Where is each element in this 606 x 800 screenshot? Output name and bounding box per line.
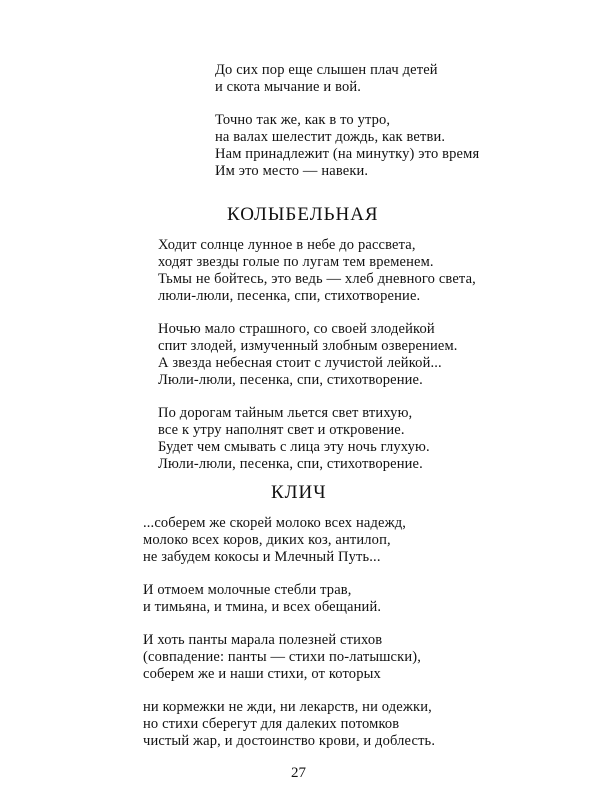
poem-line: на валах шелестит дождь, как ветви. bbox=[215, 129, 446, 145]
poem-line: Ночью мало страшного, со своей злодейкой bbox=[158, 321, 435, 337]
poem-line: ходят звезды голые по лугам тем временем. bbox=[158, 254, 434, 270]
poem-title-call: КЛИЧ bbox=[271, 482, 327, 503]
poem-line: не забудем кокосы и Млечный Путь... bbox=[143, 549, 381, 565]
poem-line: И отмоем молочные стебли трав, bbox=[143, 582, 352, 598]
poem-line: ни кормежки не жди, ни лекарств, ни одежки, bbox=[143, 699, 432, 715]
poem-line: (совпадение: панты — стихи по-латышски), bbox=[143, 649, 422, 665]
poem-title-lullaby: КОЛЫБЕЛЬНАЯ bbox=[227, 204, 379, 225]
poem-line: Будет чем смывать с лица эту ночь глухую. bbox=[158, 439, 430, 455]
poem-line: ...соберем же скорей молоко всех надежд, bbox=[143, 515, 407, 531]
poem-line: чистый жар, и достоинство крови, и доблесть. bbox=[143, 733, 436, 749]
poem-line: И хоть панты марала полезней стихов bbox=[143, 632, 383, 648]
poem-line: все к утру наполнят свет и откровение. bbox=[158, 422, 405, 438]
poem-line: Нам принадлежит (на минутку) это время bbox=[215, 146, 480, 162]
page-number: 27 bbox=[291, 765, 306, 781]
poem-line: А звезда небесная стоит с лучистой лейкой... bbox=[158, 355, 442, 371]
poem-line: Люли-люли, песенка, спи, стихотворение. bbox=[158, 372, 423, 388]
poem-line: Люли-люли, песенка, спи, стихотворение. bbox=[158, 456, 423, 472]
poem-line: Точно так же, как в то утро, bbox=[215, 112, 391, 128]
poem-line: и тимьяна, и тмина, и всех обещаний. bbox=[143, 599, 382, 615]
poem-line: Тьмы не бойтесь, это ведь — хлеб дневного света, bbox=[158, 271, 476, 287]
poem-line: спит злодей, измученный злобным озверением. bbox=[158, 338, 458, 354]
poem-line: До сих пор еще слышен плач детей bbox=[215, 62, 438, 78]
poem-line: соберем же и наши стихи, от которых bbox=[143, 666, 381, 682]
poem-line: Ходит солнце лунное в небе до рассвета, bbox=[158, 237, 416, 253]
poem-line: Им это место — навеки. bbox=[215, 163, 369, 179]
poem-line: молоко всех коров, диких коз, антилоп, bbox=[143, 532, 391, 548]
poem-line: По дорогам тайным льется свет втихую, bbox=[158, 405, 413, 421]
poem-line: люли-люли, песенка, спи, стихотворение. bbox=[158, 288, 421, 304]
poem-line: и скота мычание и вой. bbox=[215, 79, 362, 95]
poem-line: но стихи сберегут для далеких потомков bbox=[143, 716, 400, 732]
